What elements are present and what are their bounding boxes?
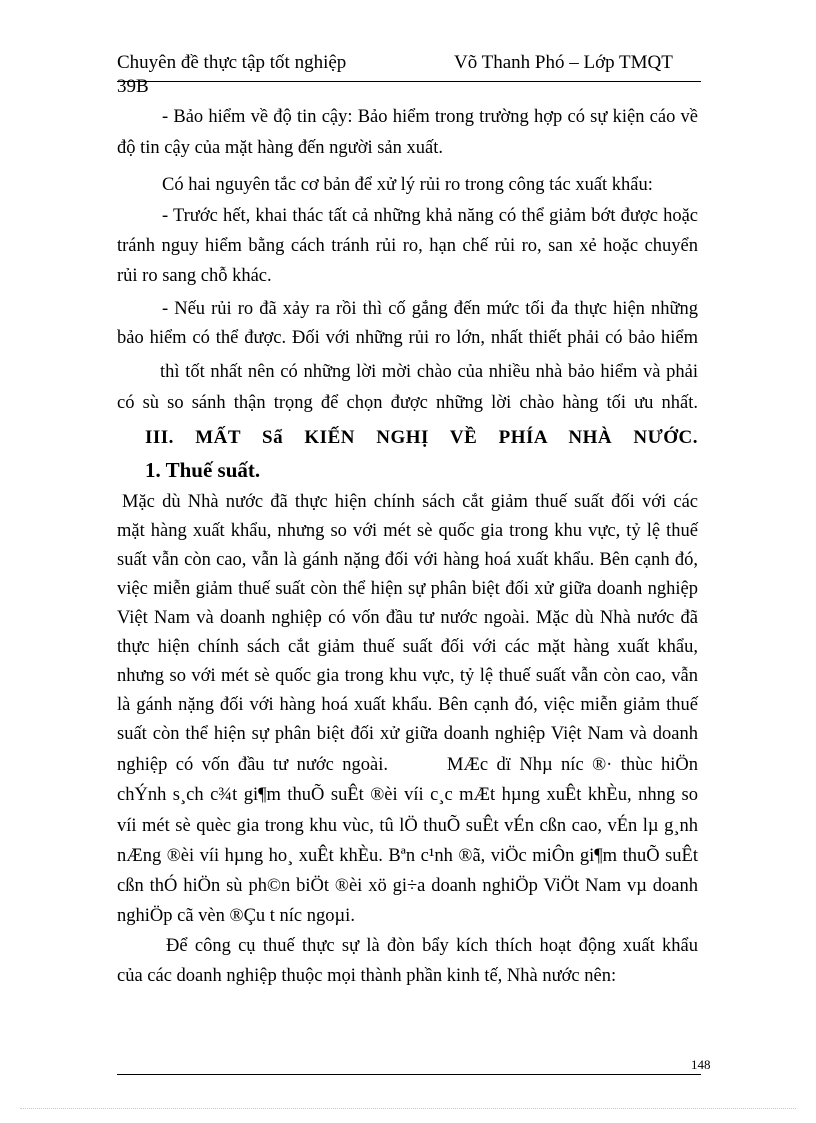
body-line-8: bảo hiểm có thể được. Đối với những rủi ro lớn, nhất thiết phải có bảo hiểm — [117, 328, 698, 348]
body-line-17: Việt Nam và doanh nghiệp có vốn đầu tư nước ngoài. Mặc dù Nhà nước đã — [117, 608, 698, 628]
body-line-1: - Bảo hiểm về độ tin cậy: Bảo hiểm trong trường hợp có sự kiện cáo về — [162, 107, 698, 127]
body-line-2: độ tin cậy của mặt hàng đến người sản xuất. — [117, 138, 443, 158]
header-author-class: Võ Thanh Phó – Lớp TMQT — [454, 52, 673, 73]
body-line-10: có sù so sánh thận trọng để chọn được những lời chào hàng tối ưu nhất. — [117, 393, 698, 413]
subsection-heading-tax: 1. Thuế suất. — [145, 458, 261, 482]
header-continuation: 39B — [117, 76, 149, 97]
body-line-22: nghiệp có vốn đầu tư nước ngoài. MÆc dï Nhµ níc ®· thùc hiÖn — [117, 755, 698, 775]
body-line-7: - Nếu rủi ro đã xảy ra rồi thì cố gắng đến mức tối đa thực hiện những — [162, 299, 698, 319]
body-line-5: tránh nguy hiểm bằng cách tránh rủi ro, hạn chế rủi ro, san xẻ hoặc chuyển — [117, 236, 698, 256]
page-number: 148 — [691, 1057, 711, 1072]
body-line-28: Để công cụ thuế thực sự là đòn bẩy kích thích hoạt động xuất khẩu — [166, 936, 698, 956]
section-heading-iii: III. MẤT Sẩ KIẾN NGHỊ VỀ PHÍA NHÀ NƯỚC. — [145, 427, 698, 448]
body-line-20: là gánh nặng đối với hàng hoá xuất khẩu. Bên cạnh đó, việc miễn giảm thuế — [117, 695, 698, 715]
body-line-6: rủi ro sang chỗ khác. — [117, 266, 272, 286]
body-line-4: - Trước hết, khai thác tất cả những khả năng có thể giảm bớt được hoặc — [162, 206, 698, 226]
body-line-23: chÝnh s¸ch c¾t gi¶m thuÕ suÊt ®èi víi c¸c mÆt hµng xuÊt khÈu, nhng so — [117, 785, 698, 805]
body-line-3: Có hai nguyên tắc cơ bản để xử lý rủi ro trong công tác xuất khẩu: — [162, 175, 653, 195]
body-line-25: nÆng ®èi víi hµng ho¸ xuÊt khÈu. Bªn c¹nh ®ã, viÖc miÔn gi¶m thuÕ suÊt — [117, 846, 698, 866]
body-line-15: suất vẫn còn cao, vẫn là gánh nặng đối với hàng hoá xuất khẩu. Bên cạnh đó, — [117, 550, 698, 570]
body-line-16: việc miễn giảm thuế suất còn thể hiện sự phân biệt đối xử giữa doanh nghiệp — [117, 579, 698, 599]
body-line-21: suất còn thể hiện sự phân biệt đối xử giữa doanh nghiệp Việt Nam và doanh — [117, 724, 698, 744]
header-left-title: Chuyên đề thực tập tốt nghiệp — [117, 52, 347, 73]
body-line-27: nghiÖp cã vèn ®Çu t níc ngoµi. — [117, 906, 355, 926]
body-line-9: thì tốt nhất nên có những lời mời chào của nhiều nhà bảo hiểm và phải — [160, 362, 698, 382]
body-line-14: mặt hàng xuất khẩu, nhưng so với mét sè quốc gia trong khu vực, tỷ lệ thuế — [117, 521, 698, 541]
header-rule — [117, 81, 701, 82]
footer-rule — [117, 1074, 701, 1075]
body-line-29: của các doanh nghiệp thuộc mọi thành phần kinh tế, Nhà nước nên: — [117, 966, 617, 986]
body-line-26: cßn thÓ hiÖn sù ph©n biÖt ®èi xö gi÷a doanh nghiÖp ViÖt Nam vµ doanh — [117, 876, 698, 896]
body-line-24: víi mét sè quèc gia trong khu vùc, tû lÖ thuÕ suÊt vÉn cßn cao, vÉn lµ g¸nh — [117, 816, 698, 836]
body-line-19: nhưng so với mét sè quốc gia trong khu vực, tỷ lệ thuế suất vẫn còn cao, vẫn — [117, 666, 698, 686]
body-line-18: thực hiện chính sách cắt giảm thuế suất đối với các mặt hàng xuất khẩu, — [117, 637, 698, 657]
page-edge-divider — [20, 1108, 796, 1109]
body-line-13: Mặc dù Nhà nước đã thực hiện chính sách cắt giảm thuế suất đối với các — [122, 492, 698, 512]
